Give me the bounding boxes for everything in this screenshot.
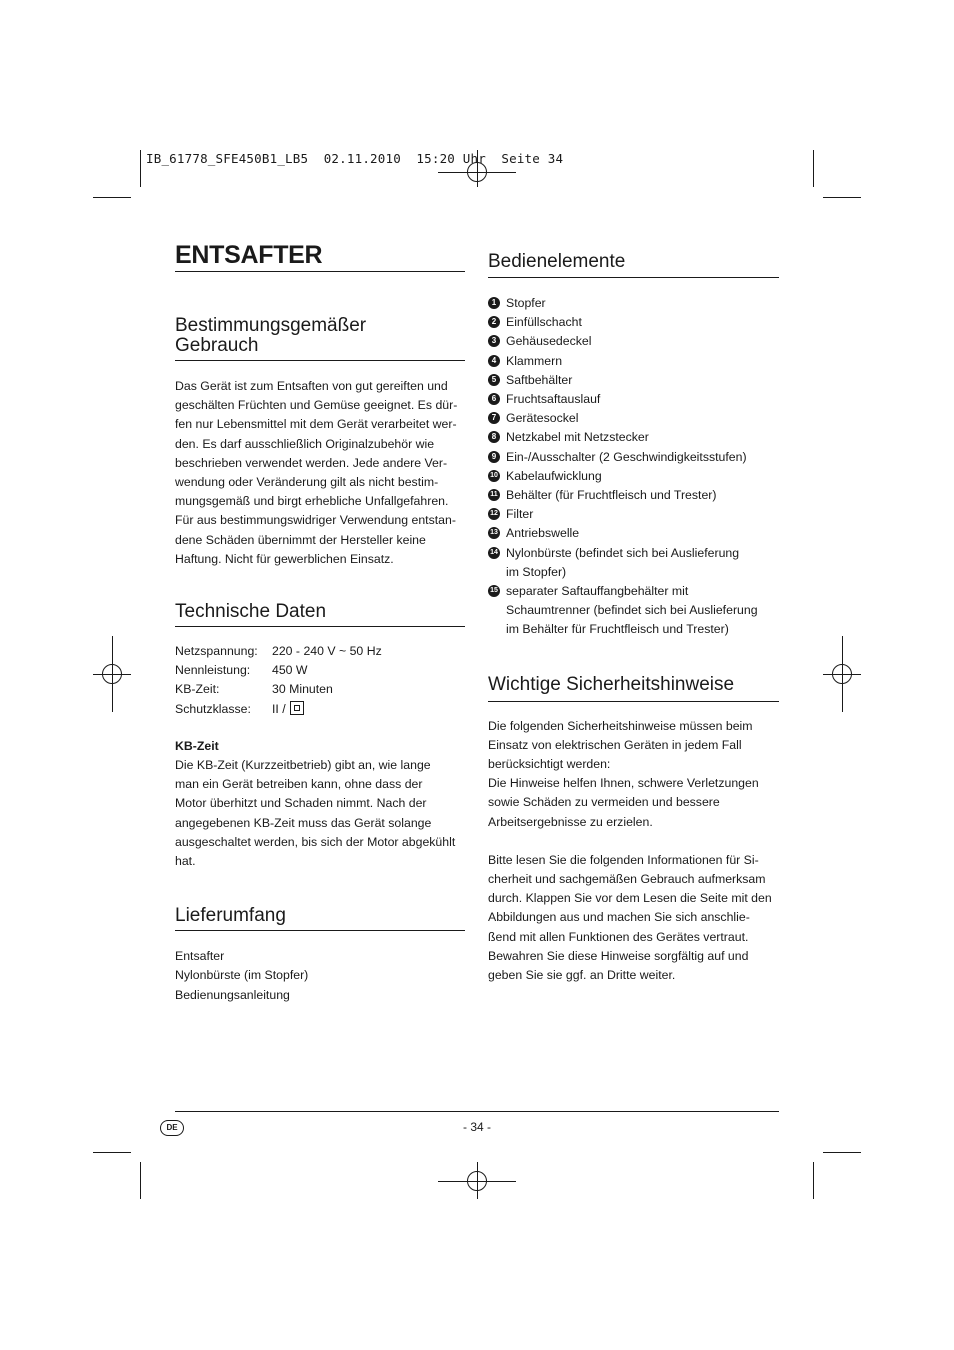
text-line: mungsgemäß und birgt erhebliche Unfallgefahren.	[175, 494, 449, 509]
bedienelement-label	[506, 294, 779, 313]
spec-key: Nennleistung:	[175, 663, 251, 678]
text-line: durch. Klappen Sie vor dem Lesen die Seite mit den	[488, 891, 772, 906]
crop-mark	[140, 1162, 141, 1199]
lieferumfang-list	[175, 947, 465, 1005]
number-badge-icon: 1	[488, 297, 500, 309]
bedienelement-label	[506, 352, 779, 371]
bedienelement-item	[488, 371, 779, 390]
number-badge-icon: 5	[488, 374, 500, 386]
text-line: wendung oder Veränderung gilt als nicht bestim-	[175, 475, 439, 490]
crop-mark	[93, 1152, 131, 1153]
page-title: ENTSAFTER	[175, 240, 465, 272]
text-line: Haftung. Nicht für gewerblichen Einsatz.	[175, 551, 394, 566]
text-line: Fruchtsaftauslauf	[506, 392, 601, 407]
bedienelement-label	[506, 371, 779, 390]
heading-lieferumfang: Lieferumfang	[175, 906, 465, 931]
number-badge-icon: 15	[488, 585, 500, 597]
text-line: separater Saftauffangbehälter mit	[506, 584, 689, 599]
text-line: geschälten Früchten und Gemüse geeignet. Es dür-	[175, 398, 458, 413]
bedienelement-label	[506, 409, 779, 428]
list-item: Bedienungsanleitung	[175, 987, 290, 1002]
spec-row	[175, 680, 465, 699]
bedienelement-label	[506, 524, 779, 543]
spec-value: 220 - 240 V ~ 50 Hz	[272, 644, 382, 659]
spec-key: Schutzklasse:	[175, 701, 251, 716]
bedienelement-label	[506, 505, 779, 524]
number-badge-icon: 2	[488, 316, 500, 328]
list-item: Entsafter	[175, 949, 225, 964]
text-line: Abbildungen aus und machen Sie sich anschlie-	[488, 910, 750, 925]
text-line: Einsatz von elektrischen Geräten in jedem Fall	[488, 737, 742, 752]
text-line: berücksichtigt werden:	[488, 757, 611, 772]
text-line: den. Es darf ausschließlich Originalzubehör wie	[175, 436, 435, 451]
text-line: Antriebswelle	[506, 526, 580, 541]
number-badge-icon: 10	[488, 470, 500, 482]
number-badge-icon: 7	[488, 412, 500, 424]
text-line: Für aus bestimmungswidriger Verwendung entstan-	[175, 513, 456, 528]
bedienelement-item	[488, 409, 779, 428]
text-line: ausgeschaltet werden, bis sich der Motor abgekühlt	[175, 834, 456, 849]
text-line: Behälter (für Fruchtfleisch und Trester)	[506, 488, 717, 503]
protection-class-ii-icon	[290, 701, 304, 715]
bedienelement-item	[488, 505, 779, 524]
bedienelement-item	[488, 486, 779, 505]
number-badge-icon: 4	[488, 355, 500, 367]
bestimmung-text	[175, 377, 465, 569]
text-line: Bitte lesen Sie die folgenden Informationen für Si-	[488, 852, 759, 867]
text-line: ßend mit allen Funktionen des Gerätes vertraut.	[488, 929, 749, 944]
text-line: cherheit und sachgemäßen Gebrauch aufmerksam	[488, 872, 766, 887]
number-badge-icon: 12	[488, 508, 500, 520]
bedienelement-label	[506, 428, 779, 447]
text-line: Einfüllschacht	[506, 315, 582, 330]
language-badge: DE	[160, 1120, 184, 1136]
text-line: Schaumtrenner (befindet sich bei Auslieferung	[506, 603, 758, 618]
sicherheit-paragraph-2	[488, 851, 779, 985]
text-line: im Stopfer)	[506, 564, 567, 579]
text-line: Ein-/Ausschalter (2 Geschwindigkeitsstufen)	[506, 449, 747, 464]
number-badge-icon: 3	[488, 335, 500, 347]
number-badge-icon: 9	[488, 451, 500, 463]
text-line: sowie Schäden zu vermeiden und bessere	[488, 795, 720, 810]
bedienelement-label	[506, 332, 779, 351]
text-line: hat.	[175, 854, 196, 869]
bedienelement-label	[506, 486, 779, 505]
protection-class-text: II /	[272, 701, 286, 716]
bedienelement-label	[506, 582, 779, 640]
text-line: Nylonbürste (befindet sich bei Auslieferung	[506, 545, 740, 560]
heading-technische-daten: Technische Daten	[175, 602, 465, 627]
bedienelement-item	[488, 294, 779, 313]
spec-value	[272, 700, 304, 719]
crop-mark	[813, 1162, 814, 1199]
bedienelement-item	[488, 313, 779, 332]
text-line: Motor überhitzt und Schaden nimmt. Nach der	[175, 796, 427, 811]
spec-value: 450 W	[272, 663, 308, 678]
text-line: im Behälter für Fruchtfleisch und Trester)	[506, 622, 729, 637]
bedienelement-item	[488, 524, 779, 543]
bedienelement-label	[506, 313, 779, 332]
text-line: Die KB-Zeit (Kurzzeitbetrieb) gibt an, wie lange	[175, 758, 431, 773]
spec-key: Netzspannung:	[175, 644, 258, 659]
bedienelement-item	[488, 332, 779, 351]
spec-row	[175, 661, 465, 680]
bedienelement-item	[488, 428, 779, 447]
text-line: beschrieben verwendet werden. Jede andere Ver-	[175, 455, 448, 470]
text-line: Das Gerät ist zum Entsaften von gut gereiften und	[175, 379, 448, 393]
bedienelement-item	[488, 448, 779, 467]
bedienelement-item	[488, 390, 779, 409]
print-slug: IB_61778_SFE450B1_LB5 02.11.2010 15:20 Uhr Seite 34	[146, 151, 564, 166]
text-line: Netzkabel mit Netzstecker	[506, 430, 649, 445]
page-number: - 34 -	[462, 1120, 491, 1134]
left-column	[175, 240, 465, 1005]
bedienelement-item	[488, 544, 779, 582]
kb-zeit-heading: KB-Zeit	[175, 738, 219, 753]
text-line: Gehäusedeckel	[506, 334, 592, 349]
text-line: Die Hinweise helfen Ihnen, schwere Verletzungen	[488, 776, 759, 791]
spec-value: 30 Minuten	[272, 682, 333, 697]
text-line: Arbeitsergebnisse zu erzielen.	[488, 814, 653, 829]
crop-mark	[813, 150, 814, 187]
bedienelemente-list	[488, 294, 779, 640]
spec-key: KB-Zeit:	[175, 682, 220, 697]
text-line: dene Schäden übernimmt der Hersteller keine	[175, 532, 426, 547]
right-column	[488, 252, 779, 985]
heading-bestimmung-line1: Bestimmungsgemäßer	[175, 315, 367, 336]
heading-bedienelemente: Bedienelemente	[488, 252, 779, 278]
number-badge-icon: 8	[488, 431, 500, 443]
text-line: Stopfer	[506, 296, 546, 310]
text-line: Bewahren Sie diese Hinweise sorgfältig auf und	[488, 948, 749, 963]
bedienelement-item	[488, 352, 779, 371]
text-line: Saftbehälter	[506, 372, 573, 387]
bedienelement-label	[506, 390, 779, 409]
text-line: Filter	[506, 507, 534, 522]
bedienelement-item	[488, 582, 779, 640]
text-line: Gerätesockel	[506, 411, 579, 426]
heading-sicherheitshinweise: Wichtige Sicherheitshinweise	[488, 675, 779, 702]
text-line: fen nur Lebensmittel mit dem Gerät verarbeitet wer-	[175, 417, 457, 432]
text-line: Die folgenden Sicherheitshinweise müssen beim	[488, 718, 753, 733]
number-badge-icon: 13	[488, 527, 500, 539]
text-line: man ein Gerät betreiben kann, ohne dass der	[175, 777, 423, 792]
kb-zeit-text	[175, 756, 465, 871]
crop-mark	[823, 197, 861, 198]
crop-mark	[93, 197, 131, 198]
text-line: geben Sie sie ggf. an Dritte weiter.	[488, 968, 676, 983]
bedienelement-label	[506, 448, 779, 467]
list-item: Nylonbürste (im Stopfer)	[175, 968, 309, 983]
heading-bestimmung-line2: Gebrauch	[175, 335, 259, 356]
spec-table	[175, 642, 465, 719]
bedienelement-label	[506, 544, 779, 582]
crop-mark	[823, 1152, 861, 1153]
number-badge-icon: 14	[488, 547, 500, 559]
heading-bestimmung	[175, 316, 465, 361]
bedienelement-item	[488, 467, 779, 486]
number-badge-icon: 11	[488, 489, 500, 501]
text-line: Klammern	[506, 353, 563, 368]
text-line: Kabelaufwicklung	[506, 468, 602, 483]
text-line: angegebenen KB-Zeit muss das Gerät solange	[175, 815, 432, 830]
sicherheit-paragraph-1	[488, 717, 779, 832]
spec-row	[175, 700, 465, 719]
bedienelement-label	[506, 467, 779, 486]
number-badge-icon: 6	[488, 393, 500, 405]
crop-mark	[140, 150, 141, 187]
spec-row	[175, 642, 465, 661]
footer-rule	[175, 1111, 779, 1112]
